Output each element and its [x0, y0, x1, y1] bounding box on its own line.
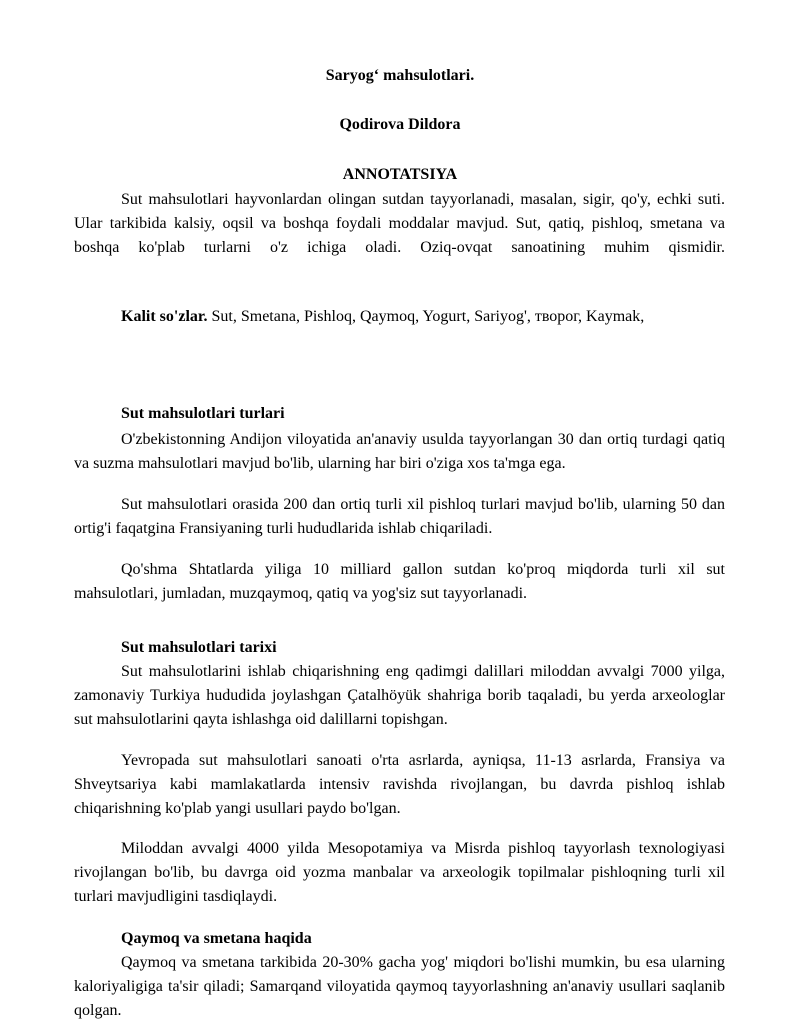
section-types-paragraph-2: Sut mahsulotlari orasida 200 dan ortiq turli xil pishloq turlari mavjud bo'lib, ularning 50 dan ortig'i faqatgina Fransiyaning turli hududlarida ishlab chiqariladi.: [74, 496, 725, 537]
section-history-paragraph-2: Yevropada sut mahsulotlari sanoati o'rta asrlarda, ayniqsa, 11-13 asrlarda, Fransiya va Shveytsariya kabi mamlakatlarda intensiv ravishda rivojlangan, bu davrda pishloq ishlab chiqarishning ko'plab yangi usullari paydo bo'lgan.: [74, 752, 725, 817]
section-heading-types: Sut mahsulotlari turlari: [121, 405, 285, 422]
keywords-label: Kalit so'zlar.: [121, 308, 208, 325]
annotation-heading: ANNOTATSIYA: [342, 166, 458, 183]
section-history-paragraph-1: Sut mahsulotlarini ishlab chiqarishning eng qadimgi dalillari miloddan avvalgi 7000 yilga, zamonaviy Turkiya hududida joylashgan Çatalhöyük shahriga borib taqaladi, bu yerda arxeologlar sut mahsulotlarini qayta ishlashga oid dalillarni topishgan.: [74, 663, 725, 728]
section-cream-paragraph-1: Qaymoq va smetana tarkibida 20-30% gacha yog' miqdori bo'lishi mumkin, bu esa ularning kaloriyaligiga ta'sir qiladi; Samarqand viloyatida qaymoq tayyorlashning an'anaviy usullari saqlanib qolgan.: [74, 954, 725, 1019]
section-types-paragraph-3: Qo'shma Shtatlarda yiliga 10 milliard gallon sutdan ko'proq miqdorda turli xil sut mahsulotlari, jumladan, muzqaymoq, qatiq va yog'siz sut tayyorlanadi.: [74, 561, 725, 602]
section-heading-history: Sut mahsulotlari tarixi: [121, 639, 277, 656]
document-author: Qodirova Dildora: [339, 116, 461, 133]
annotation-text: Sut mahsulotlari hayvonlardan olingan sutdan tayyorlanadi, masalan, sigir, qo'y, echki suti. Ular tarkibida kalsiy, oqsil va boshqa foydali moddalar mavjud. Sut, qatiq, pishloq, smetana va boshqa ko'plab turlarni o'z ichiga oladi. Oziq-ovqat sanoatining muhim qismidir.: [74, 191, 725, 256]
keywords-text: Sut, Smetana, Pishloq, Qaymoq, Yogurt, Sariyog', творог, Kaymak,: [207, 308, 645, 325]
keywords-paragraph: [74, 305, 725, 329]
section-heading-cream: Qaymoq va smetana haqida: [121, 930, 312, 947]
document-title: Saryog‘ mahsulotlari.: [325, 67, 475, 84]
section-types-paragraph-1: O'zbekistonning Andijon viloyatida an'anaviy usulda tayyorlangan 30 dan ortiq turdagi qatiq va suzma mahsulotlari mavjud bo'lib, ularning har biri o'ziga xos ta'mga ega.: [74, 431, 725, 472]
section-history-paragraph-3: Miloddan avvalgi 4000 yilda Mesopotamiya va Misrda pishloq tayyorlash texnologiyasi rivojlangan bo'lib, bu davrga oid yozma manbalar va arxeologik topilmalar pishloqning turli xil turlari mavjudligini tasdiqlaydi.: [74, 840, 725, 905]
